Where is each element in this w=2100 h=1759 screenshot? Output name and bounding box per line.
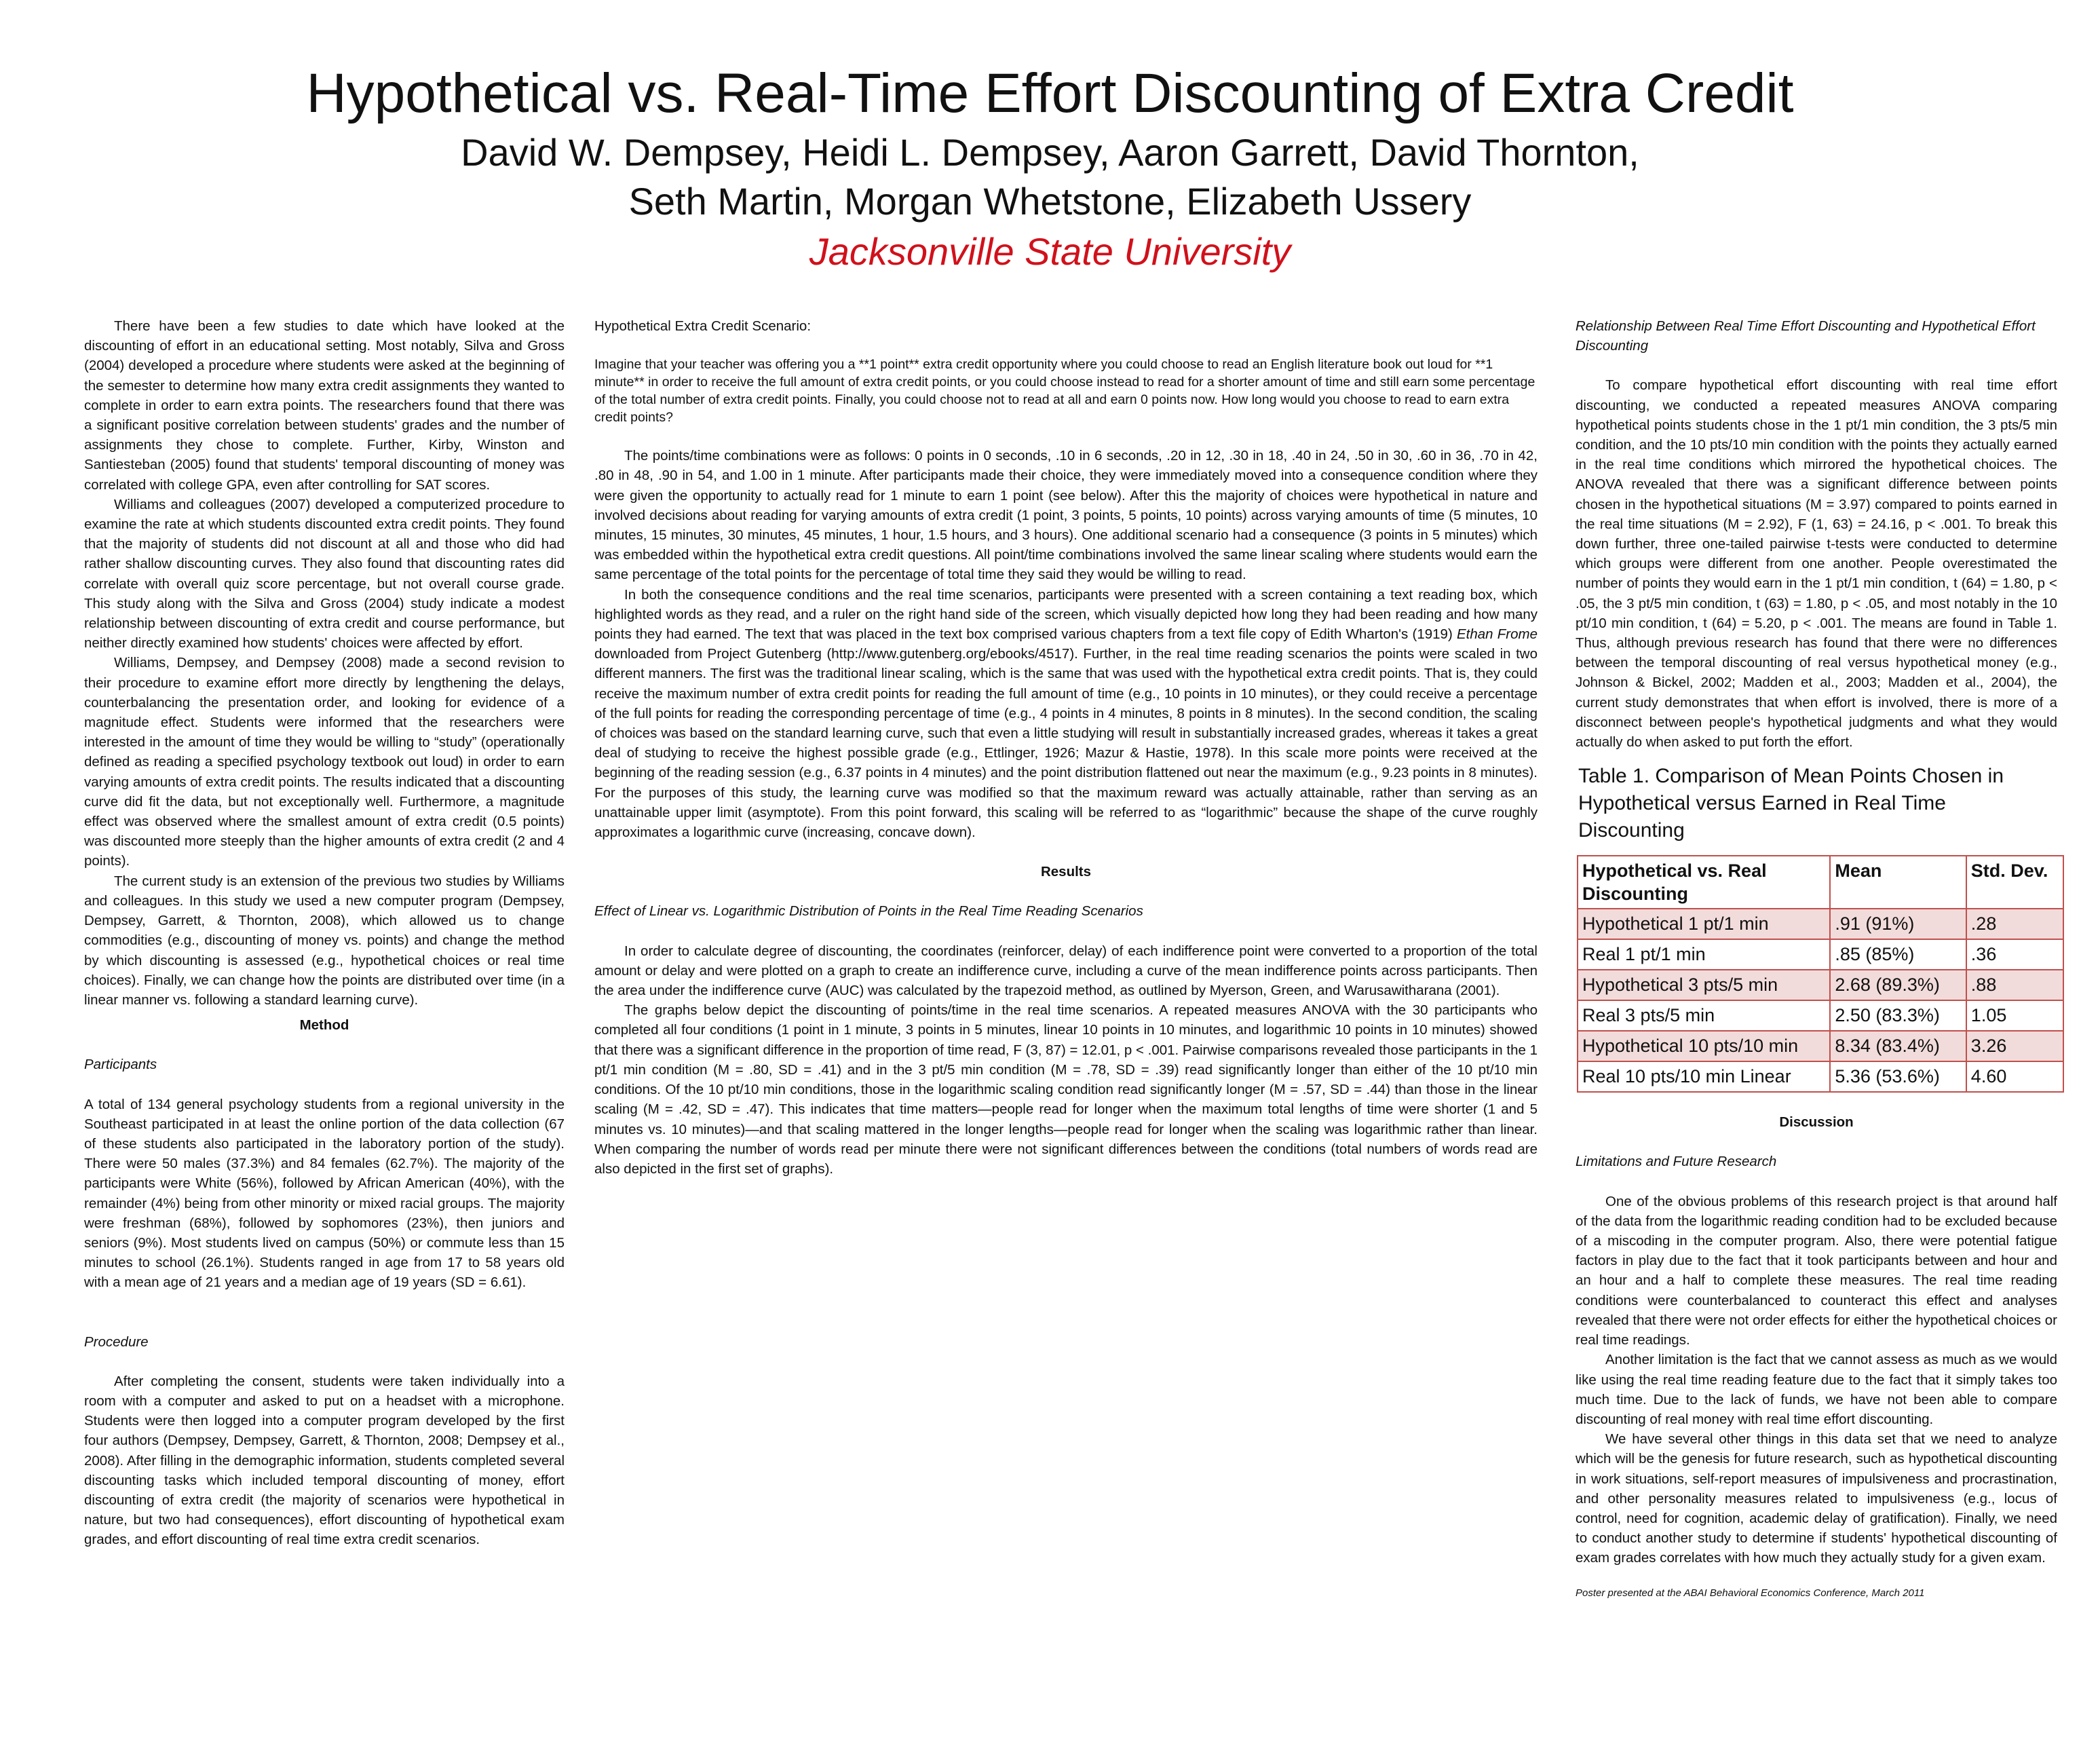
column-relationship-discussion: [1576, 316, 2057, 1603]
method-heading: Method: [299, 1017, 349, 1034]
book-title: Ethan Frome: [1456, 626, 1538, 643]
spacer: [594, 882, 1538, 901]
spacer: [594, 336, 1538, 356]
table-cell: .36: [1966, 939, 2063, 970]
authors-line-2: Seth Martin, Morgan Whetstone, Elizabeth Ussery: [628, 180, 1472, 223]
results-paragraph-auc: In order to calculate degree of discounting, the coordinates (reinforcer, delay) of each indifference point were converted to a proportion of the total amount or delay and were plotted on a graph to create an indifference curve, including a curve of the mean indifference points across participants. Then the area under the indifference curve (AUC) was calculated by the trapezoid method, as outlined by Myerson, Green, and Warusawitharana (2001).: [594, 943, 1538, 999]
authors-line-1: David W. Dempsey, Heidi L. Dempsey, Aaron Garrett, David Thornton,: [461, 131, 1639, 174]
procedure-paragraph-points: The points/time combinations were as follows: 0 points in 0 seconds, .10 in 6 seconds, .20 in 12, .30 in 18, .40 in 24, .50 in 30, .60 in 36, .70 in 42, .80 in 48, .90 in 54, and 1.00 in 1 minute. After participants made their choice, they were immediately moved into a consequence condition where they were given the opportunity to actually read for 1 minute to earn 1 point (see below). After this the majority of choices were hypothetical in nature and involved decisions about reading for varying amounts of extra credit (1 point, 3 points, 5 points, 10 points) across varying amounts of time (5 minutes, 10 minutes, 15 minutes, 30 minutes, 45 minutes, 1 hour, 1.5 hours, and 3 hours). One additional scenario had a consequence (3 points in 5 minutes) which was embedded within the hypothetical extra credit questions. All point/time combinations involved the same linear scaling where students would earn the same percentage of the total points for the percentage of total time they said they would be willing to read.: [594, 448, 1538, 583]
table-cell: .85 (85%): [1830, 939, 1966, 970]
spacer: [84, 1075, 565, 1095]
spacer: [1576, 1172, 2057, 1192]
procedure-paragraph: After completing the consent, students were taken individually into a room with a computer and asked to put on a headset with a microphone. Students were then logged into a computer program developed by the first four authors (Dempsey, Dempsey, Garrett, & Thornton, 2008; Dempsey et al., 2008). After filling in the demographic information, students completed several discounting tasks which included temporal discounting of money, effort discounting of extra credit (the majority of scenarios were hypothetical in nature, but two had consequences), effort discounting of hypothetical exam grades, and effort discounting of real time extra credit scenarios.: [84, 1373, 565, 1548]
table-header-cell: Hypothetical vs. Real Discounting: [1578, 856, 1830, 909]
table-cell: .88: [1966, 970, 2063, 1000]
table-row: [1578, 909, 2063, 939]
procedure-paragraph-reading: [594, 585, 1538, 843]
table-cell: Hypothetical 3 pts/5 min: [1578, 970, 1830, 1000]
intro-paragraph-4: The current study is an extension of the previous two studies by Williams and colleagues. In this study we used a new computer program (Dempsey, Dempsey, Garrett, & Thornton, 2008), which allowed us to change commodities (e.g., discounting of money vs. points) and change the method by which discounting is assessed (e.g., hypothetical choices or real time choices). Finally, we can change how the points are distributed over time (in a linear manner vs. following a standard learning curve).: [84, 873, 565, 1008]
table-cell: 8.34 (83.4%): [1830, 1031, 1966, 1061]
reading-text-a: In both the consequence conditions and the real time scenarios, participants were presented with a screen containing a text reading box, which highlighted words as they read, and a ruler on the right hand side of the screen, which visually depicted how long they had been reading and how many points they had earned. The text that was placed in the text box comprised various chapters from a text file copy of Edith Wharton's (1919): [594, 586, 1538, 643]
table-cell: 1.05: [1966, 1000, 2063, 1031]
spacer: [1576, 356, 2057, 375]
table-cell: Hypothetical 1 pt/1 min: [1578, 909, 1830, 939]
procedure-heading: Procedure: [84, 1334, 149, 1350]
results-subheading: Effect of Linear vs. Logarithmic Distribution of Points in the Real Time Reading Scenarios: [594, 903, 1143, 920]
results-paragraph-anova: The graphs below depict the discounting of points/time in the real time scenarios. A repeated measures ANOVA with the 30 participants who completed all four conditions (1 point in 1 minute, 3 points in 5 minutes, linear 10 points in 10 minutes, and logarithmic 10 points in 10 minutes) showed that there was a significant difference in the proportion of time read, F (3, 87) = 12.01, p < .001. Pairwise comparisons revealed those participants in the 1 pt/1 min condition (M = .80, SD = .41) and in the 3 pt/5 min condition (M = .78, SD = .39) read significantly longer than either of the 10 pt/10 min conditions. Of the 10 pt/10 min conditions, those in the logarithmic scaling condition read significantly longer (M = .57, SD = .44) than those in the linear scaling (M = .42, SD = .47). This indicates that time matters—people read for longer when the maximum total lengths of time were shorter (1 and 5 minutes vs. 10 minutes)—and that scaling mattered in the longer lengths—people read for longer when the scaling was logarithmic rather than linear. When comparing the number of words read per minute there were not significant differences between the conditions (total numbers of words read are also depicted in the first set of graphs).: [594, 1002, 1538, 1177]
table-row: [1578, 970, 2063, 1000]
table-cell: Real 3 pts/5 min: [1578, 1000, 1830, 1031]
spacer: [1576, 1093, 2057, 1112]
relationship-heading: Relationship Between Real Time Effort Discounting and Hypothetical Effort Discounting: [1576, 318, 2036, 354]
results-heading: Results: [1040, 864, 1092, 880]
means-table: [1577, 855, 2064, 1093]
table-header-cell: Mean: [1830, 856, 1966, 909]
table-row: [1578, 1061, 2063, 1092]
discussion-heading: Discussion: [1779, 1114, 1854, 1131]
table-cell: 5.36 (53.6%): [1830, 1061, 1966, 1092]
poster-title: Hypothetical vs. Real-Time Effort Discounting of Extra Credit: [306, 62, 1794, 124]
column-introduction-method: [84, 316, 565, 1550]
scenario-heading: Hypothetical Extra Credit Scenario:: [594, 318, 812, 334]
discussion-paragraph-3: We have several other things in this data set that we need to analyze which will be the genesis for future research, such as hypothetical discounting in work situations, self-report measures of impulsiveness and procrastination, and other personality measures related to impulsiveness (e.g., locus of control, need for cognition, academic delay of gratification). Finally, we need to conduct another study to determine if students' hypothetical discounting of exam grades correlates with how much they actually study for a given exam.: [1576, 1431, 2057, 1566]
spacer: [594, 922, 1538, 941]
table-cell: .91 (91%): [1830, 909, 1966, 939]
table-row: [1578, 939, 2063, 970]
scenario-text: Imagine that your teacher was offering you a **1 point** extra credit opportunity where you could choose to read an English literature book out loud for **1 minute** in order to receive the full amount of extra credit points, or you could choose instead to read for a shorter amount of time and still earn some percentage of the total number of extra credit points. Finally, you could choose not to read at all and earn 0 points now. How long would you choose to read to earn extra credit points?: [594, 357, 1535, 425]
column-procedure-results: [594, 316, 1538, 1179]
intro-paragraph-3: Williams, Dempsey, and Dempsey (2008) made a second revision to their procedure to examine effort more directly by lengthening the delays, counterbalancing the presentation order, and looking for evidence of a magnitude effect. Students were informed that the researchers were interested in the amount of time they would be willing to “study” (operationally defined as reading a specified psychology textbook out loud) in order to earn varying amounts of extra credit points. The results indicated that a discounting curve did fit the data, but not exceptionally well. Furthermore, a magnitude effect was observed where the smallest amount of extra credit (0.5 points) was discounted more steeply than the higher amounts of extra credit (2 and 4 points).: [84, 655, 565, 869]
table-cell: 2.50 (83.3%): [1830, 1000, 1966, 1031]
spacer: [84, 1352, 565, 1372]
participants-paragraph: A total of 134 general psychology students from a regional university in the Southeast participated in at least the online portion of the data collection (67 of these students also participated in the laboratory portion of the study). There were 50 males (37.3%) and 84 females (62.7%). The majority of the participants were White (56%), followed by African American (40%), with the remainder (4%) being from other minority or mixed racial groups. The majority were freshman (68%), followed by sophomores (23%), then juniors and seniors (9%). Most students lived on campus (50%) or commute less than 15 minutes to school (26.1%). Students ranged in age from 17 to 58 years old with a mean age of 21 years and a median age of 19 years (SD = 6.61).: [84, 1096, 565, 1291]
spacer: [84, 1312, 565, 1332]
spacer: [594, 426, 1538, 446]
relationship-paragraph: To compare hypothetical effort discounting with real time effort discounting, we conducted a repeated measures ANOVA comparing hypothetical points students chose in the 1 pt/1 min condition, the 3 pts/5 min condition, and the 10 pts/10 min condition with the points they actually earned in the real time conditions which mirrored the hypothetical choices. The ANOVA revealed that there was a significant difference between points chosen in the hypothetical situations (M = 3.97) compared to points earned in the real time situations (M = 2.92), F (1, 63) = 24.16, p < .001. To break this down further, three one-tailed pairwise t-tests were conducted to determine which groups were different from one another. People overestimated the number of points they would earn in the 1 pt/1 min condition, t (64) = 1.80, p < .05, the 3 pt/5 min condition, t (63) = 1.80, p < .05, and most notably in the 10 pt/10 min condition, t (64) = 5.20, p < .001. The means are found in Table 1. Thus, although previous research has found that there were no differences between the temporal discounting of real versus hypothetical money (e.g., Johnson & Bickel, 2002; Madden et al., 2003; Madden et al., 2004), the current study demonstrates that when effort is involved, there is more of a disconnect between people's hypothetical judgments and what they would actually do when asked to put forth the effort.: [1576, 377, 2057, 751]
limitations-heading: Limitations and Future Research: [1576, 1154, 1777, 1170]
table-cell: Real 10 pts/10 min Linear: [1578, 1061, 1830, 1092]
table-cell: 2.68 (89.3%): [1830, 970, 1966, 1000]
intro-paragraph-2: Williams and colleagues (2007) developed a computerized procedure to examine the rate at which students discounted extra credit points. They found that the majority of students did not discount at all and those who did had rather shallow discounting curves. They also found that discounting rates did correlate with overall quiz score percentage, but not overall course grade. This study along with the Silva and Gross (2004) study indicate a modest relationship between discounting of extra credit and course performance, but neither directly examined how students' choices were affected by effort.: [84, 496, 565, 651]
intro-paragraph-1: There have been a few studies to date which have looked at the discounting of effort in an educational setting. Most notably, Silva and Gross (2004) developed a procedure where students were asked at the beginning of the semester to determine how many extra credit assignments they wanted to complete in order to earn extra points. The researchers found that there was a significant positive correlation between students' grades and the number of assignments they chose to complete. Further, Kirby, Winston and Santiesteban (2005) found that students' temporal discounting of money was correlated with college GPA, even after controlling for SAT scores.: [84, 318, 565, 493]
table-cell: Real 1 pt/1 min: [1578, 939, 1830, 970]
table-row: [1578, 1031, 2063, 1061]
table-header-cell: Std. Dev.: [1966, 856, 2063, 909]
table-caption: Table 1. Comparison of Mean Points Chosen in Hypothetical versus Earned in Real Time Discounting: [1578, 765, 2004, 842]
conference-footnote: Poster presented at the ABAI Behavioral Economics Conference, March 2011: [1576, 1587, 1925, 1599]
institution: Jacksonville State University: [809, 230, 1291, 273]
spacer: [1576, 1132, 2057, 1152]
reading-text-b: downloaded from Project Gutenberg (http://www.gutenberg.org/ebooks/4517). Further, in the real time reading scenarios the points were scaled in two different manners. The first was the traditional linear scaling, which is the same that was used with the hypothetical extra credit points. That is, they could receive the maximum number of extra credit points for reading the full amount of time (e.g., 10 points in 10 minutes), or they could receive a percentage of the full points for reading the corresponding percentage of time (e.g., 4 points in 4 minutes, 8 points in 8 minutes). In the second condition, the scaling of choices was based on the standard learning curve, such that even a little studying will result in substantially increased grades, whereas it takes a great deal of studying to receive the highest possible grade (e.g., Ettlinger, 1926; Mazur & Hastie, 1978). In this scale more points were received at the beginning of the reading session (e.g., 6.37 points in 4 minutes) and the point distribution flattened out near the maximum (e.g., 9.23 points in 8 minutes). For the purposes of this study, the learning curve was modified so that the maximum reward was actually attainable, rather than serving as an unattainable upper limit (asymptote). From this point forward, this scaling will be referred to as “logarithmic” because the shape of the curve roughly approximates a logarithmic curve (increasing, concave down).: [594, 646, 1538, 841]
table-header-row: [1578, 856, 2063, 909]
table-row: [1578, 1000, 2063, 1031]
table-cell: 4.60: [1966, 1061, 2063, 1092]
participants-heading: Participants: [84, 1057, 157, 1073]
spacer: [84, 1035, 565, 1055]
spacer: [84, 1293, 565, 1312]
table-cell: 3.26: [1966, 1031, 2063, 1061]
table-cell: .28: [1966, 909, 2063, 939]
discussion-paragraph-2: Another limitation is the fact that we cannot assess as much as we would like using the real time reading feature due to the fact that it simply takes too much time. Due to the lack of funds, we have not been able to compare discounting of real money with real time effort discounting.: [1576, 1352, 2057, 1427]
spacer: [594, 842, 1538, 862]
discussion-paragraph-1: One of the obvious problems of this research project is that around half of the data from the logarithmic reading condition had to be excluded because of a miscoding in the computer program. Also, there were potential fatigue factors in play due to the fact that it took participants between and hour and an hour and a half to complete these measures. The real time reading conditions were counterbalanced to counteract this effect and analyses revealed that there were not order effects for either the hypothetical choices or real time readings.: [1576, 1193, 2057, 1348]
table-cell: Hypothetical 10 pts/10 min: [1578, 1031, 1830, 1061]
